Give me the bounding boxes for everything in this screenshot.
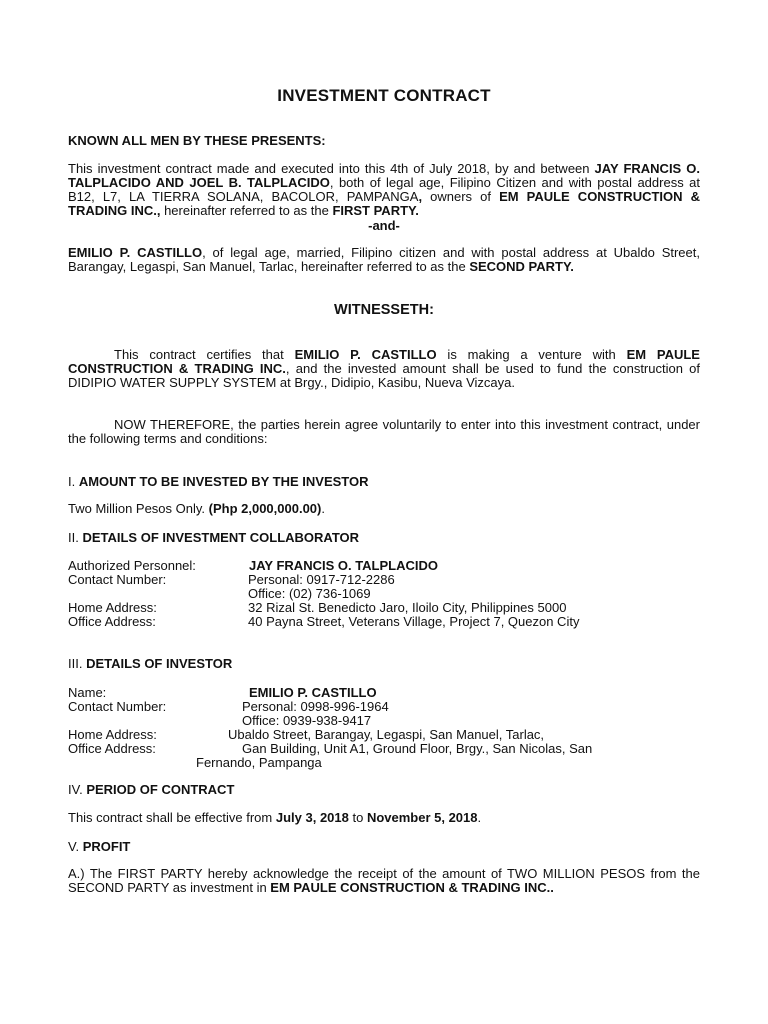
intro-run: , both of legal age, Filipino Citizen and with postal address at B12, L7, LA TIERRA SOLANA, BACOLOR, PAMPANGA — [68, 175, 700, 204]
section-1-title: AMOUNT TO BE INVESTED BY THE INVESTOR — [78, 474, 369, 489]
investor-name-value: EMILIO P. CASTILLO — [249, 685, 377, 700]
preamble-heading: KNOWN ALL MEN BY THESE PRESENTS: — [68, 133, 326, 148]
collaborator-contact-office: Office: (02) 736-1069 — [248, 586, 371, 601]
collaborator-office-value: 40 Payna Street, Veterans Village, Project 7, Quezon City — [248, 614, 580, 629]
section-1-heading — [68, 474, 369, 489]
profit-run: EM PAULE CONSTRUCTION & TRADING INC.. — [270, 880, 554, 895]
second-party-run: , of legal age, married, Filipino citizen and with postal address at Ubaldo Street, Barangay, Legaspi, San Manuel, Tarlac, hereinafter referred to as the — [68, 245, 700, 274]
certify-run: EM PAULE CONSTRUCTION & TRADING INC. — [68, 347, 700, 376]
collaborator-contact-row — [68, 572, 708, 586]
certify-run: is making a venture with — [436, 347, 627, 362]
section-3-number: III. — [68, 656, 87, 671]
investor-contact-personal: Personal: 0998-996-1964 — [242, 699, 389, 714]
section-5-number: V. — [68, 839, 83, 854]
collaborator-contact-personal: Personal: 0917-712-2286 — [248, 572, 395, 587]
investor-office-row — [68, 741, 708, 755]
collaborator-home-label: Home Address: — [68, 600, 157, 615]
certify-run: EMILIO P. CASTILLO — [294, 347, 437, 362]
intro-run: EM PAULE CONSTRUCTION & TRADING INC., — [68, 189, 700, 218]
investor-contact-row — [68, 699, 708, 713]
section-2-title: DETAILS OF INVESTMENT COLLABORATOR — [82, 530, 360, 545]
collaborator-contact-label: Contact Number: — [68, 572, 167, 587]
certify-run: , and the invested amount shall be used to fund the construction of DIDIPIO WATER SUPPLY SYSTEM at Brgy., Didipio, Kasibu, Nueva Vizcaya. — [68, 361, 700, 390]
investor-name-label: Name: — [68, 685, 107, 700]
collaborator-office-label: Office Address: — [68, 614, 156, 629]
witnesseth-heading: WITNESSETH: — [334, 302, 434, 318]
investor-home-label: Home Address: — [68, 727, 157, 742]
investor-office-label: Office Address: — [68, 741, 156, 756]
period-run: . — [477, 810, 482, 825]
section-4-heading — [68, 782, 234, 797]
therefore-run: NOW THEREFORE, the parties herein agree voluntarily to enter into this investment contract, under the following terms and conditions: — [68, 417, 700, 446]
intro-paragraph — [68, 162, 700, 218]
period-run: July 3, 2018 — [275, 810, 349, 825]
amount-paragraph — [68, 502, 700, 516]
investor-office-row-2 — [68, 755, 708, 769]
amount-run: (Php 2,000,000.00) — [208, 501, 322, 516]
section-3-heading — [68, 656, 232, 671]
investor-contact-office: Office: 0939-938-9417 — [242, 713, 372, 728]
profit-paragraph — [68, 867, 700, 895]
section-2-heading — [68, 530, 359, 545]
collaborator-office-row — [68, 614, 708, 628]
profit-run: A.) The FIRST PARTY hereby acknowledge the receipt of the amount of TWO MILLION PESOS from the SECOND PARTY as investment in — [68, 866, 700, 895]
investor-office-value: Gan Building, Unit A1, Ground Floor, Brgy., San Nicolas, San — [242, 741, 593, 756]
period-run: to — [348, 810, 367, 825]
investor-home-value: Ubaldo Street, Barangay, Legaspi, San Manuel, Tarlac, — [228, 727, 545, 742]
intro-run: FIRST PARTY. — [332, 203, 419, 218]
intro-run: owners of — [422, 189, 500, 204]
section-5-title: PROFIT — [82, 839, 131, 854]
document-title: INVESTMENT CONTRACT — [277, 86, 491, 105]
section-3-title: DETAILS OF INVESTOR — [86, 656, 233, 671]
section-1-number: I. — [68, 474, 79, 489]
and-separator: -and- — [368, 218, 400, 233]
second-party-run: EMILIO P. CASTILLO — [68, 245, 203, 260]
period-paragraph — [68, 811, 700, 825]
amount-run: Two Million Pesos Only. — [68, 501, 209, 516]
certify-paragraph — [68, 348, 700, 390]
collaborator-home-row — [68, 600, 708, 614]
second-party-run: SECOND PARTY. — [469, 259, 574, 274]
collaborator-personnel-row — [68, 558, 708, 572]
collaborator-home-value: 32 Rizal St. Benedicto Jaro, Iloilo City, Philippines 5000 — [248, 600, 567, 615]
period-run: This contract shall be effective from — [68, 810, 276, 825]
section-4-number: IV. — [68, 782, 87, 797]
amount-run: . — [321, 501, 325, 516]
section-2-number: II. — [68, 530, 83, 545]
period-run: November 5, 2018 — [366, 810, 478, 825]
section-4-title: PERIOD OF CONTRACT — [86, 782, 235, 797]
certify-run: This contract certifies that — [114, 347, 295, 362]
investor-office-value-2: Fernando, Pampanga — [196, 755, 322, 770]
intro-run: hereinafter referred to as the — [160, 203, 333, 218]
intro-run: This investment contract made and executed into this 4th of July 2018, by and between — [68, 161, 595, 176]
intro-run: , — [418, 189, 423, 204]
collaborator-contact-office-row — [68, 586, 708, 600]
intro-run: JAY FRANCIS O. TALPLACIDO AND JOEL B. TALPLACIDO — [68, 161, 700, 190]
personnel-label: Authorized Personnel: — [68, 558, 196, 573]
investor-contact-label: Contact Number: — [68, 699, 167, 714]
investor-contact-office-row — [68, 713, 708, 727]
investor-name-row — [68, 685, 708, 699]
therefore-paragraph — [68, 418, 700, 446]
second-party-paragraph — [68, 246, 700, 274]
personnel-value: JAY FRANCIS O. TALPLACIDO — [249, 558, 439, 573]
section-5-heading — [68, 839, 130, 854]
investor-home-row — [68, 727, 708, 741]
